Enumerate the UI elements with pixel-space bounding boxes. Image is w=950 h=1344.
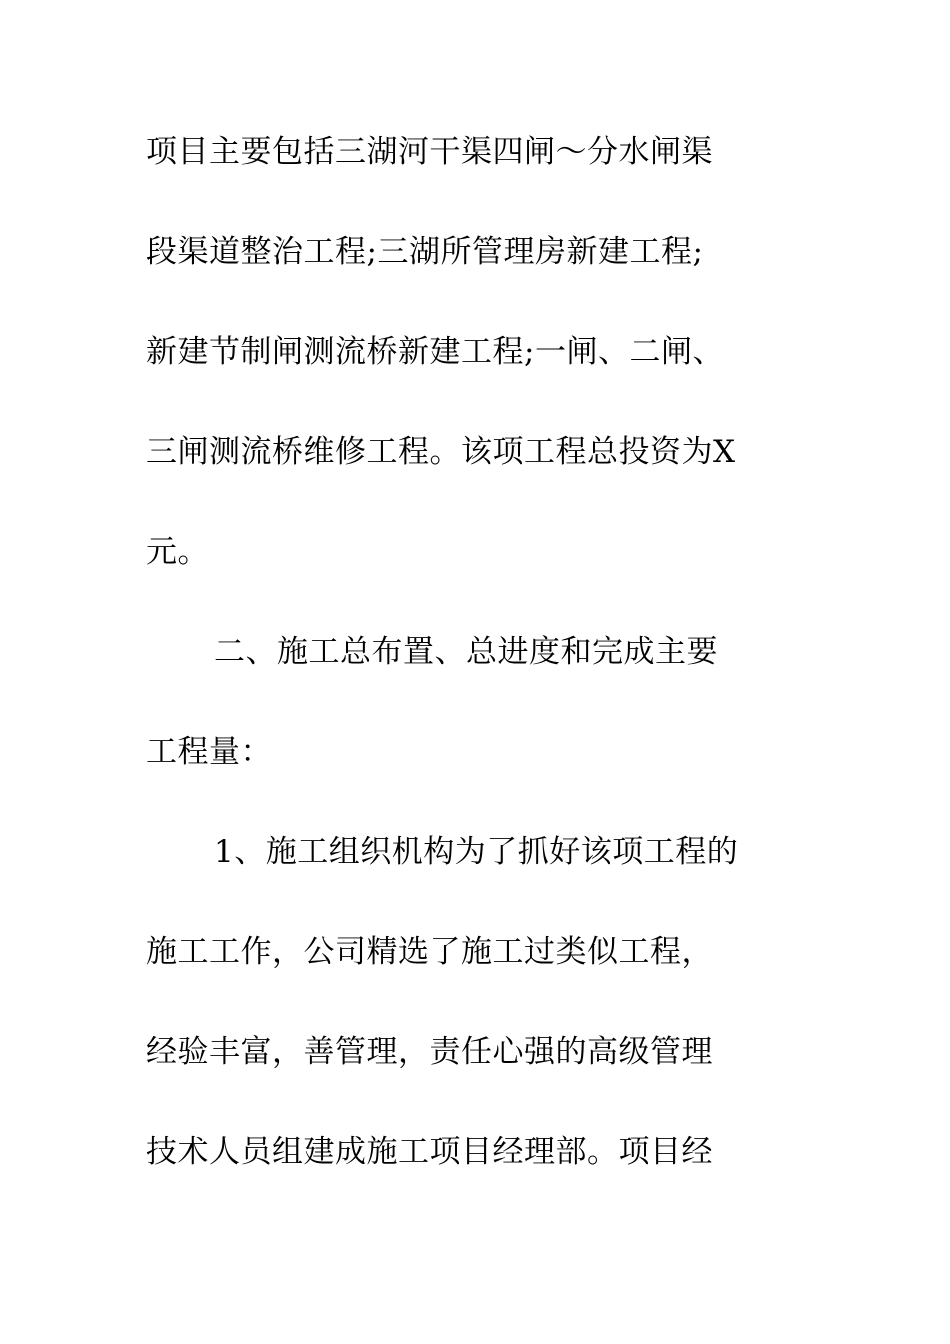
paragraph-line-8: 经验丰富，善管理，责任心强的高级管理 (146, 1034, 713, 1070)
paragraph-line-3: 新建节制闸测流桥新建工程;一闸、二闸、 (146, 334, 724, 370)
paragraph-line-5: 元。 (146, 534, 209, 570)
paragraph-line-7: 施工工作，公司精选了施工过类似工程， (146, 934, 713, 970)
paragraph-line-9: 技术人员组建成施工项目经理部。项目经 (146, 1134, 713, 1170)
paragraph-line-1: 项目主要包括三湖河干渠四闸～分水闸渠 (146, 134, 713, 170)
paragraph-line-4: 三闸测流桥维修工程。该项工程总投资为X (146, 434, 736, 470)
paragraph-line-2: 段渠道整治工程;三湖所管理房新建工程; (146, 234, 704, 270)
section-heading-line-2: 工程量： (146, 734, 272, 770)
section-heading-line-1: 二、施工总布置、总进度和完成主要 (214, 634, 718, 670)
paragraph-line-6: 1、施工组织机构为了抓好该项工程的 (214, 834, 739, 870)
